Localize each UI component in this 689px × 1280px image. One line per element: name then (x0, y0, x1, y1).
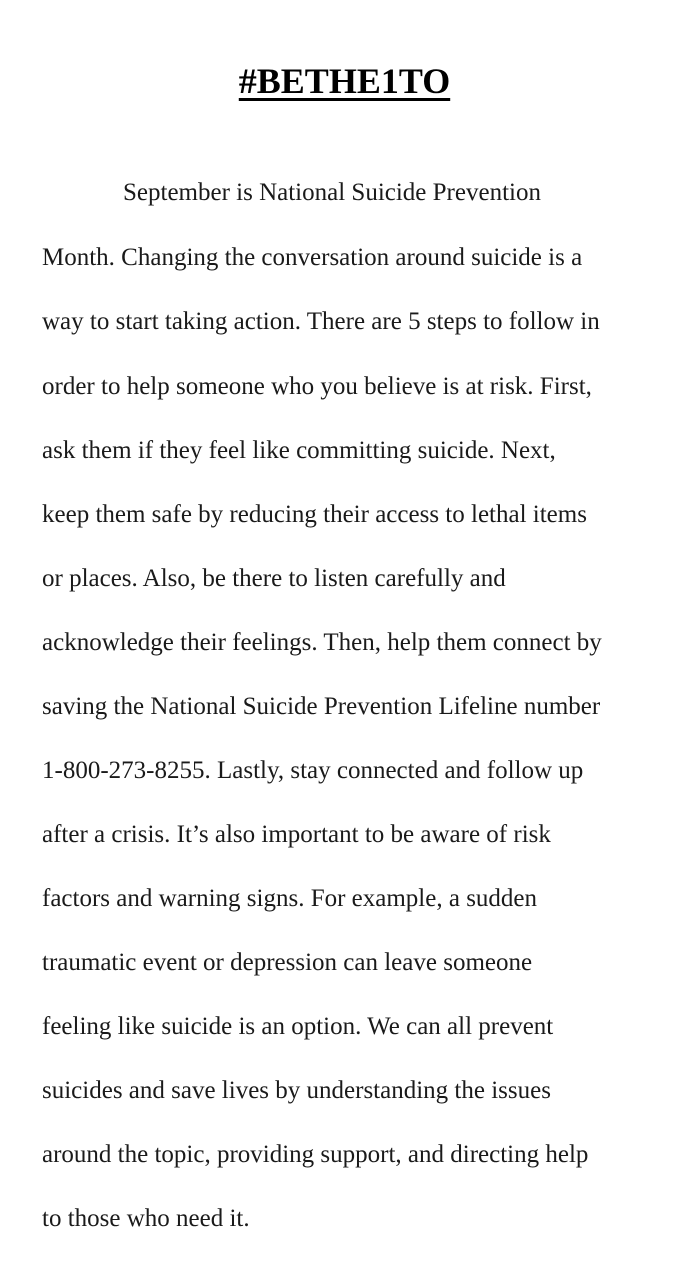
body-line: factors and warning signs. For example, a sudden (42, 885, 538, 912)
body-line: ask them if they feel like committing suicide. Next, (42, 437, 556, 464)
body-line: September is National Suicide Prevention (123, 179, 541, 206)
document-title: #BETHE1TO (238, 61, 451, 101)
body-line: order to help someone who you believe is at risk. First, (42, 373, 592, 400)
body-line: keep them safe by reducing their access to lethal items (42, 501, 587, 528)
body-line: suicides and save lives by understanding the issues (42, 1077, 551, 1104)
body-line: feeling like suicide is an option. We can all prevent (42, 1013, 554, 1040)
body-line: after a crisis. It’s also important to be aware of risk (42, 821, 551, 848)
body-line: around the topic, providing support, and directing help (42, 1141, 589, 1168)
body-line: saving the National Suicide Prevention Lifeline number (42, 693, 601, 720)
body-line: Month. Changing the conversation around suicide is a (42, 244, 583, 271)
body-line: acknowledge their feelings. Then, help them connect by (42, 629, 602, 656)
body-line: to those who need it. (42, 1205, 250, 1232)
body-line: or places. Also, be there to listen carefully and (42, 565, 506, 592)
body-line: traumatic event or depression can leave someone (42, 949, 533, 976)
body-line: way to start taking action. There are 5 steps to follow in (42, 308, 600, 335)
body-line: 1-800-273-8255. Lastly, stay connected and follow up (42, 757, 584, 784)
